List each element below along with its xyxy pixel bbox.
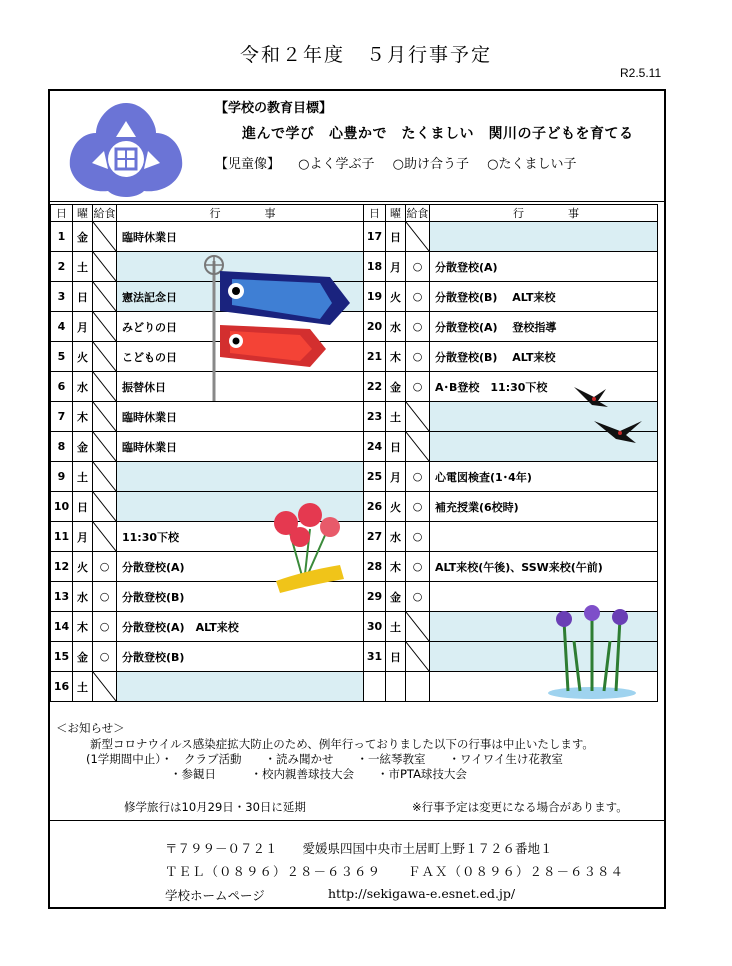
no-lunch-slash bbox=[93, 402, 116, 431]
lunch-cell: ○ bbox=[93, 612, 117, 642]
weekday-cell bbox=[386, 672, 406, 702]
calendar-row bbox=[364, 462, 658, 492]
child-item: ○よく学ぶ子 bbox=[298, 157, 375, 172]
event-cell: 分散登校(A) ALT来校 bbox=[117, 612, 364, 642]
event-cell bbox=[117, 462, 364, 492]
no-lunch-slash bbox=[406, 642, 429, 671]
day-cell: 22 bbox=[364, 372, 386, 402]
day-cell: 4 bbox=[51, 312, 73, 342]
calendar-row bbox=[364, 252, 658, 282]
weekday-cell: 土 bbox=[73, 672, 93, 702]
address: 〒７９９－０７２１ 愛媛県四国中央市土居町上野１７２６番地１ bbox=[165, 841, 553, 856]
lunch-cell bbox=[93, 252, 117, 282]
calendar-row bbox=[51, 462, 364, 492]
event-cell: みどりの日 bbox=[117, 312, 364, 342]
weekday-cell: 水 bbox=[73, 372, 93, 402]
weekday-cell: 金 bbox=[73, 222, 93, 252]
lunch-cell bbox=[93, 672, 117, 702]
weekday-cell: 日 bbox=[73, 282, 93, 312]
day-cell bbox=[364, 672, 386, 702]
event-cell: A･B登校 11:30下校 bbox=[430, 372, 658, 402]
lunch-cell: ○ bbox=[406, 582, 430, 612]
lunch-cell: ○ bbox=[406, 492, 430, 522]
weekday-cell: 月 bbox=[386, 462, 406, 492]
col-event: 行 事 bbox=[117, 205, 364, 222]
lunch-cell: ○ bbox=[406, 312, 430, 342]
day-cell: 14 bbox=[51, 612, 73, 642]
day-cell: 15 bbox=[51, 642, 73, 672]
lunch-cell bbox=[406, 672, 430, 702]
child-image-label: 【児童像】 bbox=[215, 157, 281, 172]
day-cell: 16 bbox=[51, 672, 73, 702]
day-cell: 28 bbox=[364, 552, 386, 582]
col-lunch: 給食 bbox=[406, 205, 430, 222]
issue-date: R2.5.11 bbox=[620, 66, 662, 80]
calendar-row bbox=[364, 282, 658, 312]
child-image-line bbox=[215, 153, 590, 172]
weekday-cell: 火 bbox=[73, 342, 93, 372]
day-cell: 8 bbox=[51, 432, 73, 462]
notice-heading: ＜お知らせ＞ bbox=[56, 721, 125, 735]
day-cell: 30 bbox=[364, 612, 386, 642]
lunch-cell: ○ bbox=[93, 582, 117, 612]
weekday-cell: 水 bbox=[386, 312, 406, 342]
event-cell: 心電図検査(1･4年) bbox=[430, 462, 658, 492]
event-cell: こどもの日 bbox=[117, 342, 364, 372]
weekday-cell: 日 bbox=[386, 642, 406, 672]
lunch-cell: ○ bbox=[406, 252, 430, 282]
lunch-cell bbox=[93, 282, 117, 312]
event-cell: 憲法記念日 bbox=[117, 282, 364, 312]
day-cell: 19 bbox=[364, 282, 386, 312]
calendar-row bbox=[364, 552, 658, 582]
no-lunch-slash bbox=[406, 222, 429, 251]
calendar-row bbox=[364, 312, 658, 342]
lunch-cell bbox=[406, 222, 430, 252]
calendar-row bbox=[51, 222, 364, 252]
change-caution: ※行事予定は変更になる場合があります。 bbox=[412, 800, 628, 814]
weekday-cell: 金 bbox=[73, 642, 93, 672]
event-cell bbox=[430, 522, 658, 552]
lunch-cell bbox=[93, 462, 117, 492]
event-cell: 分散登校(B) ALT来校 bbox=[430, 282, 658, 312]
homepage-url[interactable]: http://sekigawa-e.esnet.ed.jp/ bbox=[328, 886, 516, 901]
event-cell bbox=[430, 222, 658, 252]
event-cell: 臨時休業日 bbox=[117, 432, 364, 462]
no-lunch-slash bbox=[406, 402, 429, 431]
weekday-cell: 金 bbox=[386, 582, 406, 612]
event-cell: 分散登校(A) bbox=[430, 252, 658, 282]
lunch-cell bbox=[93, 492, 117, 522]
day-cell: 21 bbox=[364, 342, 386, 372]
calendar-row bbox=[51, 432, 364, 462]
weekday-cell: 月 bbox=[73, 522, 93, 552]
event-cell bbox=[117, 672, 364, 702]
weekday-cell: 日 bbox=[73, 492, 93, 522]
day-cell: 1 bbox=[51, 222, 73, 252]
education-goal: 進んで学び 心豊かで たくましい 関川の子どもを育てる bbox=[242, 126, 634, 142]
lunch-cell: ○ bbox=[406, 462, 430, 492]
day-cell: 29 bbox=[364, 582, 386, 612]
lunch-cell bbox=[93, 312, 117, 342]
weekday-cell: 木 bbox=[73, 402, 93, 432]
swallow-icon bbox=[564, 381, 648, 453]
child-item: ○助け合う子 bbox=[392, 157, 469, 172]
event-cell: ALT来校(午後)、SSW来校(午前) bbox=[430, 552, 658, 582]
weekday-cell: 火 bbox=[386, 282, 406, 312]
weekday-cell: 月 bbox=[73, 312, 93, 342]
event-cell: 分散登校(A) bbox=[117, 552, 364, 582]
lunch-cell: ○ bbox=[406, 372, 430, 402]
col-dow: 曜 bbox=[386, 205, 406, 222]
carp-streamer-icon bbox=[200, 253, 350, 403]
event-cell: 分散登校(B) bbox=[117, 642, 364, 672]
day-cell: 9 bbox=[51, 462, 73, 492]
weekday-cell: 土 bbox=[73, 252, 93, 282]
calendar-row bbox=[364, 522, 658, 552]
lunch-cell bbox=[406, 642, 430, 672]
day-cell: 12 bbox=[51, 552, 73, 582]
child-item: ○たくましい子 bbox=[487, 157, 577, 172]
lunch-cell bbox=[93, 372, 117, 402]
schedule-frame bbox=[48, 89, 666, 909]
homepage-label: 学校ホームページ bbox=[165, 888, 265, 903]
weekday-cell: 水 bbox=[73, 582, 93, 612]
weekday-cell: 土 bbox=[386, 612, 406, 642]
day-cell: 2 bbox=[51, 252, 73, 282]
day-cell: 23 bbox=[364, 402, 386, 432]
goals-header bbox=[50, 91, 664, 202]
day-cell: 24 bbox=[364, 432, 386, 462]
lunch-cell: ○ bbox=[406, 552, 430, 582]
weekday-cell: 火 bbox=[386, 492, 406, 522]
calendar-row bbox=[51, 642, 364, 672]
col-day: 日 bbox=[51, 205, 73, 222]
calendar-row bbox=[51, 402, 364, 432]
weekday-cell: 金 bbox=[73, 432, 93, 462]
lunch-cell bbox=[93, 342, 117, 372]
weekday-cell: 日 bbox=[386, 222, 406, 252]
calendar-row bbox=[364, 492, 658, 522]
lunch-cell bbox=[93, 402, 117, 432]
day-cell: 11 bbox=[51, 522, 73, 552]
no-lunch-slash bbox=[93, 672, 116, 701]
day-cell: 18 bbox=[364, 252, 386, 282]
day-cell: 17 bbox=[364, 222, 386, 252]
day-cell: 31 bbox=[364, 642, 386, 672]
lunch-cell bbox=[93, 432, 117, 462]
event-cell: 臨時休業日 bbox=[117, 222, 364, 252]
no-lunch-slash bbox=[93, 282, 116, 311]
phone-fax: ＴＥＬ（０８９６）２８－６３６９ ＦＡＸ（０８９６）２８－６３８４ bbox=[165, 864, 625, 879]
weekday-cell: 土 bbox=[386, 402, 406, 432]
weekday-cell: 木 bbox=[386, 552, 406, 582]
no-lunch-slash bbox=[93, 372, 116, 401]
lunch-cell bbox=[406, 402, 430, 432]
lunch-cell: ○ bbox=[93, 552, 117, 582]
day-cell: 26 bbox=[364, 492, 386, 522]
lunch-cell: ○ bbox=[406, 282, 430, 312]
iris-icon bbox=[544, 601, 640, 701]
page-title: 令和２年度 ５月行事予定 bbox=[239, 44, 492, 66]
weekday-cell: 火 bbox=[73, 552, 93, 582]
lunch-cell: ○ bbox=[406, 342, 430, 372]
event-cell: 11:30下校 bbox=[117, 522, 364, 552]
col-dow: 曜 bbox=[73, 205, 93, 222]
lunch-cell bbox=[406, 612, 430, 642]
no-lunch-slash bbox=[93, 342, 116, 371]
event-cell: 分散登校(B) bbox=[117, 582, 364, 612]
day-cell: 6 bbox=[51, 372, 73, 402]
day-cell: 13 bbox=[51, 582, 73, 612]
day-cell: 7 bbox=[51, 402, 73, 432]
weekday-cell: 水 bbox=[386, 522, 406, 552]
school-emblem-icon bbox=[64, 99, 188, 199]
weekday-cell: 金 bbox=[386, 372, 406, 402]
weekday-cell: 木 bbox=[73, 612, 93, 642]
day-cell: 20 bbox=[364, 312, 386, 342]
calendar-row bbox=[364, 342, 658, 372]
no-lunch-slash bbox=[93, 252, 116, 281]
calendar-row bbox=[51, 672, 364, 702]
col-day: 日 bbox=[364, 205, 386, 222]
no-lunch-slash bbox=[406, 432, 429, 461]
weekday-cell: 月 bbox=[386, 252, 406, 282]
goals-heading: 【学校の教育目標】 bbox=[215, 101, 333, 116]
lunch-cell: ○ bbox=[406, 522, 430, 552]
event-cell: 補充授業(6校時) bbox=[430, 492, 658, 522]
event-cell: 振替休日 bbox=[117, 372, 364, 402]
school-trip-note: 修学旅行は10月29日・30日に延期 bbox=[124, 800, 306, 814]
calendar-row bbox=[51, 612, 364, 642]
no-lunch-slash bbox=[93, 462, 116, 491]
event-cell: 分散登校(A) 登校指導 bbox=[430, 312, 658, 342]
no-lunch-slash bbox=[93, 432, 116, 461]
lunch-cell bbox=[93, 222, 117, 252]
day-cell: 3 bbox=[51, 282, 73, 312]
day-cell: 5 bbox=[51, 342, 73, 372]
day-cell: 10 bbox=[51, 492, 73, 522]
lunch-cell bbox=[93, 522, 117, 552]
notice-line: ・参観日 ・校内親善球技大会 ・市PTA球技大会 bbox=[170, 767, 467, 781]
carnation-icon bbox=[260, 493, 348, 597]
day-cell: 25 bbox=[364, 462, 386, 492]
calendar-row bbox=[364, 222, 658, 252]
weekday-cell: 日 bbox=[386, 432, 406, 462]
no-lunch-slash bbox=[93, 312, 116, 341]
event-cell: 分散登校(B) ALT来校 bbox=[430, 342, 658, 372]
col-event: 行 事 bbox=[430, 205, 658, 222]
no-lunch-slash bbox=[93, 492, 116, 521]
no-lunch-slash bbox=[406, 612, 429, 641]
lunch-cell bbox=[406, 432, 430, 462]
day-cell: 27 bbox=[364, 522, 386, 552]
no-lunch-slash bbox=[93, 522, 116, 551]
notice-box bbox=[50, 720, 664, 821]
lunch-cell: ○ bbox=[93, 642, 117, 672]
notice-line: (1学期間中止）・ クラブ活動 ・読み聞かせ ・一絃琴教室 ・ワイワイ生け花教室 bbox=[86, 752, 563, 766]
col-lunch: 給食 bbox=[93, 205, 117, 222]
event-cell: 臨時休業日 bbox=[117, 402, 364, 432]
weekday-cell: 土 bbox=[73, 462, 93, 492]
no-lunch-slash bbox=[93, 222, 116, 251]
notice-line: 新型コロナウイルス感染症拡大防止のため、例年行っておりました以下の行事は中止いたします。 bbox=[90, 737, 594, 751]
weekday-cell: 木 bbox=[386, 342, 406, 372]
